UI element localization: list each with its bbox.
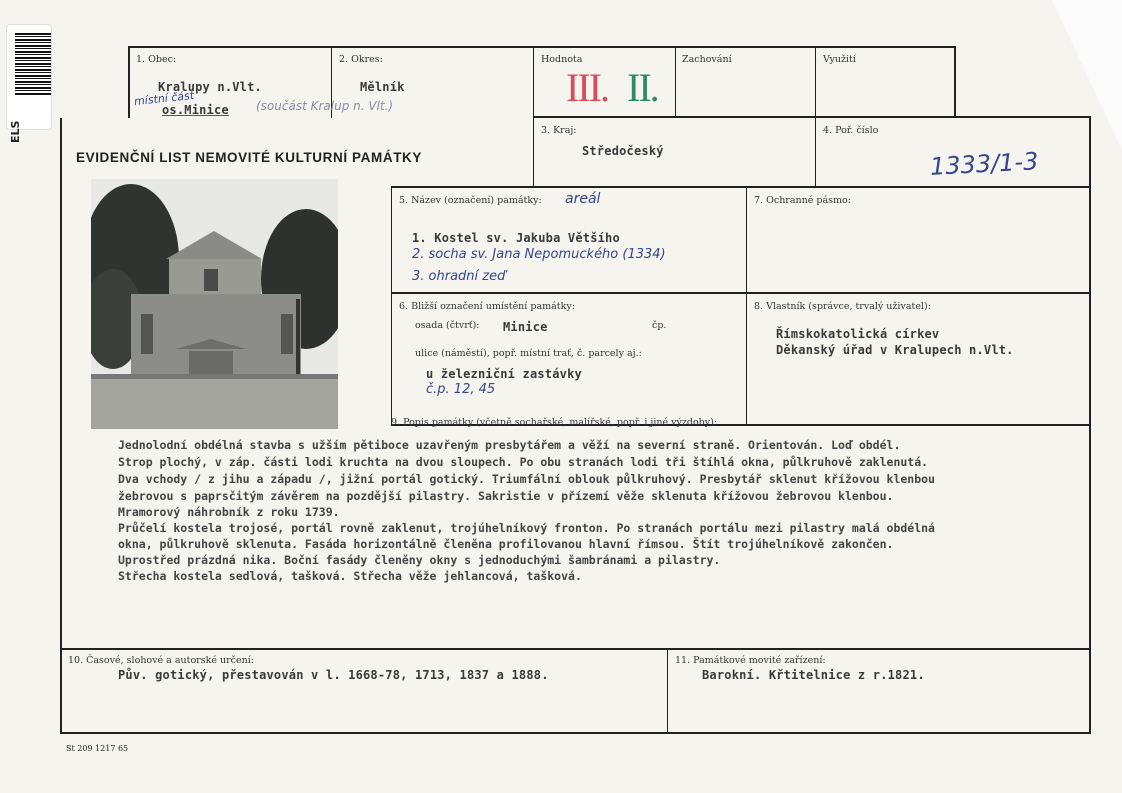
zachovani-label: Zachování xyxy=(682,54,732,65)
rule xyxy=(391,186,392,426)
popis-line: Mramorový náhrobník z roku 1739. xyxy=(118,505,340,519)
por-cislo-label: 4. Poř. číslo xyxy=(823,125,879,136)
nazev-item-3: 3. ohradní zeď xyxy=(412,269,506,284)
nazev-item-1: 1. Kostel sv. Jakuba Většího xyxy=(412,231,620,245)
hodnota-value-green: II. xyxy=(627,65,658,110)
rule xyxy=(391,186,1091,188)
sidebar-label: ELS xyxy=(9,120,22,143)
rule-top xyxy=(128,46,956,48)
casove-urceni-value: Pův. gotický, přestavován v l. 1668-78, 1713, 1837 a 1888. xyxy=(118,668,549,682)
popis-line: Uprostřed prázdná nika. Boční fasády členěny okny s jednoduchými šambránami a pilastry. xyxy=(118,553,721,567)
rule-left xyxy=(60,118,62,734)
rule xyxy=(815,116,816,188)
church-photo xyxy=(91,179,338,429)
rule xyxy=(675,46,676,118)
umisteni-label: 6. Bližší označení umístění památky: xyxy=(399,301,575,312)
cp-label: čp. xyxy=(652,320,667,331)
rule xyxy=(128,46,130,118)
por-cislo-value: 1333/1-3 xyxy=(929,147,1040,181)
rule xyxy=(533,116,1091,118)
popis-line: Dva vchody / z jihu a západu /, jižní portál gotický. Triumfální oblouk půlkruhový. Presbytář sklenut křížovou klenbou xyxy=(118,472,935,486)
rule xyxy=(533,116,534,188)
casove-urceni-label: 10. Časové, slohové a autorské určení: xyxy=(68,655,254,666)
page-title: EVIDENČNÍ LIST NEMOVITÉ KULTURNÍ PAMÁTKY xyxy=(76,150,423,165)
hodnota-value-red: III. xyxy=(566,65,608,110)
obec-hand-note-2: (součást Kralup n. Vlt.) xyxy=(256,99,394,113)
parcela-hand: č.p. 12, 45 xyxy=(426,382,496,397)
rule-bottom xyxy=(60,732,1091,734)
ulice-label: ulice (náměstí), popř. místní trať, č. parcely aj.: xyxy=(415,348,642,359)
popis-line: Strop plochý, v záp. části lodi kruchta na dvou sloupech. Po obu stranách lodi tři štíhlá okna, půlkruhově zaklenutá. xyxy=(118,455,929,469)
movite-zarizeni-value: Barokní. Křtitelnice z r.1821. xyxy=(702,668,925,682)
vlastnik-label: 8. Vlastník (správce, trvalý uživatel): xyxy=(754,301,931,312)
rule xyxy=(815,46,816,118)
hodnota-label: Hodnota xyxy=(541,54,583,65)
rule xyxy=(954,46,956,118)
vyuziti-label: Využití xyxy=(823,54,856,65)
obec-value-2: os.Minice xyxy=(162,103,229,117)
rule xyxy=(60,648,1091,650)
print-code: St 209 1217 65 xyxy=(66,744,129,753)
rule xyxy=(533,46,534,118)
barcode-sticker xyxy=(6,24,52,143)
ulice-value: u železniční zastávky xyxy=(426,367,582,381)
osada-label: osada (čtvrť): xyxy=(415,320,480,331)
vlastnik-line-2: Děkanský úřad v Kralupech n.Vlt. xyxy=(776,343,1014,357)
osada-value: Minice xyxy=(503,320,548,334)
popis-line: okna, půlkruhově sklenuta. Fasáda horizontálně členěna profilovanou hlavní římsou. Štít trojúhelníkově zakončen. xyxy=(118,537,894,551)
obec-hand-note: místní část xyxy=(133,88,195,109)
popis-line: žebrovou s paprsčitým závěrem na pozdější pilastry. Sakristie v přízemí věže sklenuta křížovou žebrovou klenbou. xyxy=(118,489,894,503)
ochranne-pasmo-label: 7. Ochranné pásmo: xyxy=(754,195,851,206)
okres-label: 2. Okres: xyxy=(339,54,383,65)
popis-label: 9. Popis památky (včetně sochařské, malířské, popř. i jiné výzdoby): xyxy=(391,417,718,428)
obec-label: 1. Obec: xyxy=(136,54,177,65)
vlastnik-line-1: Římskokatolická církev xyxy=(776,327,940,341)
rule xyxy=(667,648,668,734)
popis-line: Průčelí kostela trojosé, portál rovně zaklenut, trojúhelníkový fronton. Po stranách portálu mezi pilastry malá obdélná xyxy=(118,521,935,535)
paper-corner xyxy=(1052,0,1122,150)
kraj-label: 3. Kraj: xyxy=(541,125,577,136)
rule xyxy=(746,186,747,426)
okres-value: Mělník xyxy=(360,80,405,94)
movite-zarizeni-label: 11. Památkové movité zařízení: xyxy=(675,655,826,666)
nazev-label: 5. Název (označení) památky: xyxy=(399,195,542,206)
nazev-item-2: 2. socha sv. Jana Nepomuckého (1334) xyxy=(412,247,666,262)
popis-line: Střecha kostela sedlová, tašková. Střecha věže jehlancová, tašková. xyxy=(118,569,582,583)
popis-line: Jednolodní obdélná stavba s užším pětiboce uzavřeným presbytářem a věží na severní straně. Orientován. Loď obdél. xyxy=(118,438,901,452)
kraj-value: Středočeský xyxy=(582,144,664,158)
rule xyxy=(391,292,1091,294)
barcode-icon xyxy=(15,33,51,95)
obec-value: Kralupy n.Vlt. xyxy=(158,80,262,94)
nazev-hand-header: areál xyxy=(565,191,601,207)
